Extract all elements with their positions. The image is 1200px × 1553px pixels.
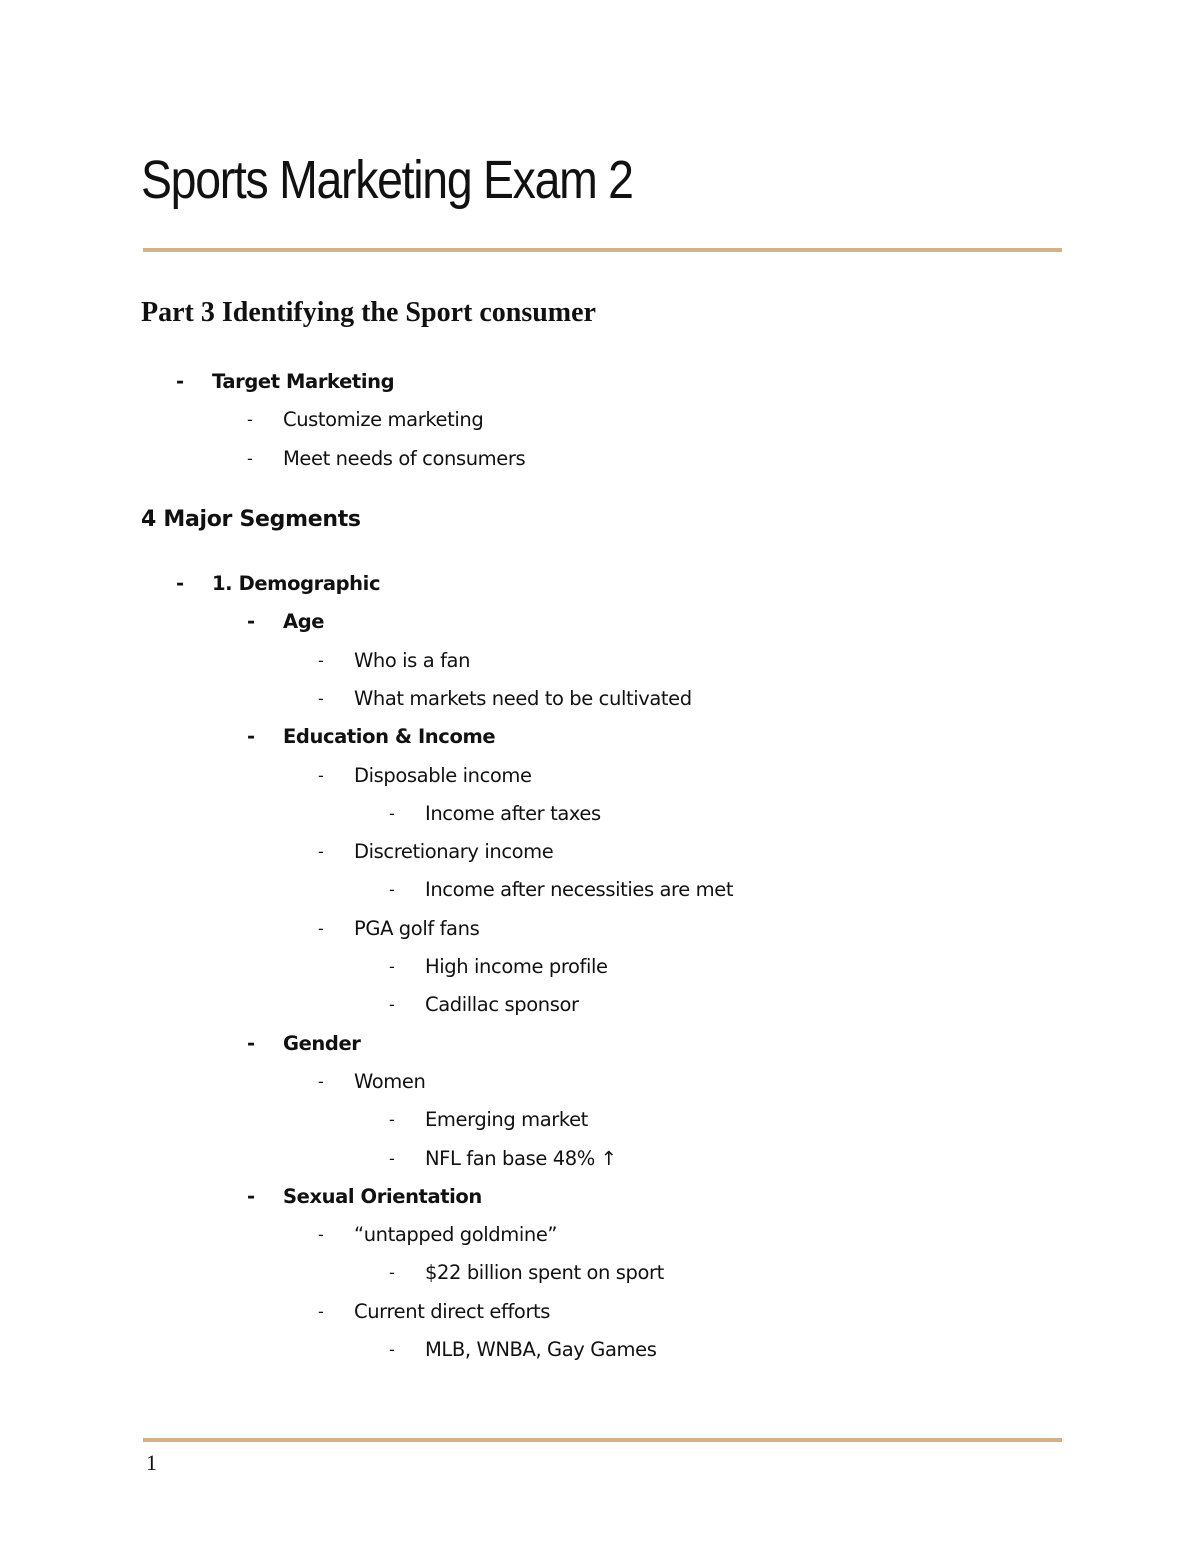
bullet-dash: - — [389, 1263, 395, 1283]
footer-divider — [143, 1438, 1062, 1442]
outline-item-text: Meet needs of consumers — [283, 446, 526, 470]
outline-item-text: 1. Demographic — [212, 572, 381, 595]
bullet-dash: - — [247, 448, 253, 468]
outline-item-text: Current direct efforts — [354, 1299, 551, 1323]
outline-item-text: PGA golf fans — [354, 916, 480, 940]
bullet-dash: - — [247, 725, 255, 749]
bullet-dash: - — [176, 572, 184, 595]
subheading: 4 Major Segments — [141, 507, 361, 532]
bullet-dash: - — [318, 842, 324, 862]
outline-item-text: Age — [283, 610, 325, 634]
outline-item-text: What markets need to be cultivated — [354, 686, 692, 710]
outline-item-text: MLB, WNBA, Gay Games — [425, 1338, 657, 1361]
document-title: Sports Marketing Exam 2 — [141, 150, 633, 210]
page-number: 1 — [146, 1450, 157, 1475]
bullet-dash: - — [318, 688, 324, 708]
outline-item-text: Income after taxes — [425, 801, 601, 825]
outline-item-text: Customize marketing — [283, 408, 484, 432]
outline-item-text: NFL fan base 48% ↑ — [425, 1146, 617, 1170]
bullet-dash: - — [247, 610, 255, 634]
bullet-dash: - — [318, 1225, 324, 1245]
bullet-dash: - — [318, 1301, 324, 1321]
outline-item-text: Income after necessities are met — [425, 878, 734, 902]
bullet-dash: - — [176, 370, 184, 393]
outline-item-text: Cadillac sponsor — [425, 993, 579, 1017]
outline-item-text: Target Marketing — [212, 370, 395, 393]
outline-item-text: Gender — [283, 1031, 361, 1055]
outline-item-text: “untapped goldmine” — [354, 1223, 558, 1247]
bullet-dash: - — [389, 803, 395, 823]
outline-item-text: Emerging market — [425, 1108, 588, 1132]
bullet-dash: - — [247, 1031, 255, 1055]
section-heading: Part 3 Identifying the Sport consumer — [141, 297, 596, 328]
outline-item-text: $22 billion spent on sport — [425, 1261, 664, 1285]
bullet-dash: - — [318, 650, 324, 670]
outline-item-text: Discretionary income — [354, 840, 554, 864]
outline-item-text: Who is a fan — [354, 648, 471, 672]
bullet-dash: - — [389, 880, 395, 900]
bullet-dash: - — [389, 957, 395, 976]
bullet-dash: - — [389, 995, 395, 1015]
outline-item-text: Sexual Orientation — [283, 1184, 482, 1208]
bullet-dash: - — [389, 1148, 395, 1168]
outline-item-text: Education & Income — [283, 725, 496, 749]
outline-item-text: High income profile — [425, 955, 608, 978]
bullet-dash: - — [389, 1340, 395, 1359]
bullet-dash: - — [318, 918, 324, 938]
outline-item-text: Women — [354, 1069, 426, 1093]
bullet-dash: - — [318, 765, 324, 785]
outline-item-text: Disposable income — [354, 763, 532, 787]
bullet-dash: - — [247, 410, 253, 430]
bullet-dash: - — [318, 1071, 324, 1091]
header-divider — [143, 248, 1062, 252]
bullet-dash: - — [389, 1110, 395, 1130]
bullet-dash: - — [247, 1184, 255, 1208]
